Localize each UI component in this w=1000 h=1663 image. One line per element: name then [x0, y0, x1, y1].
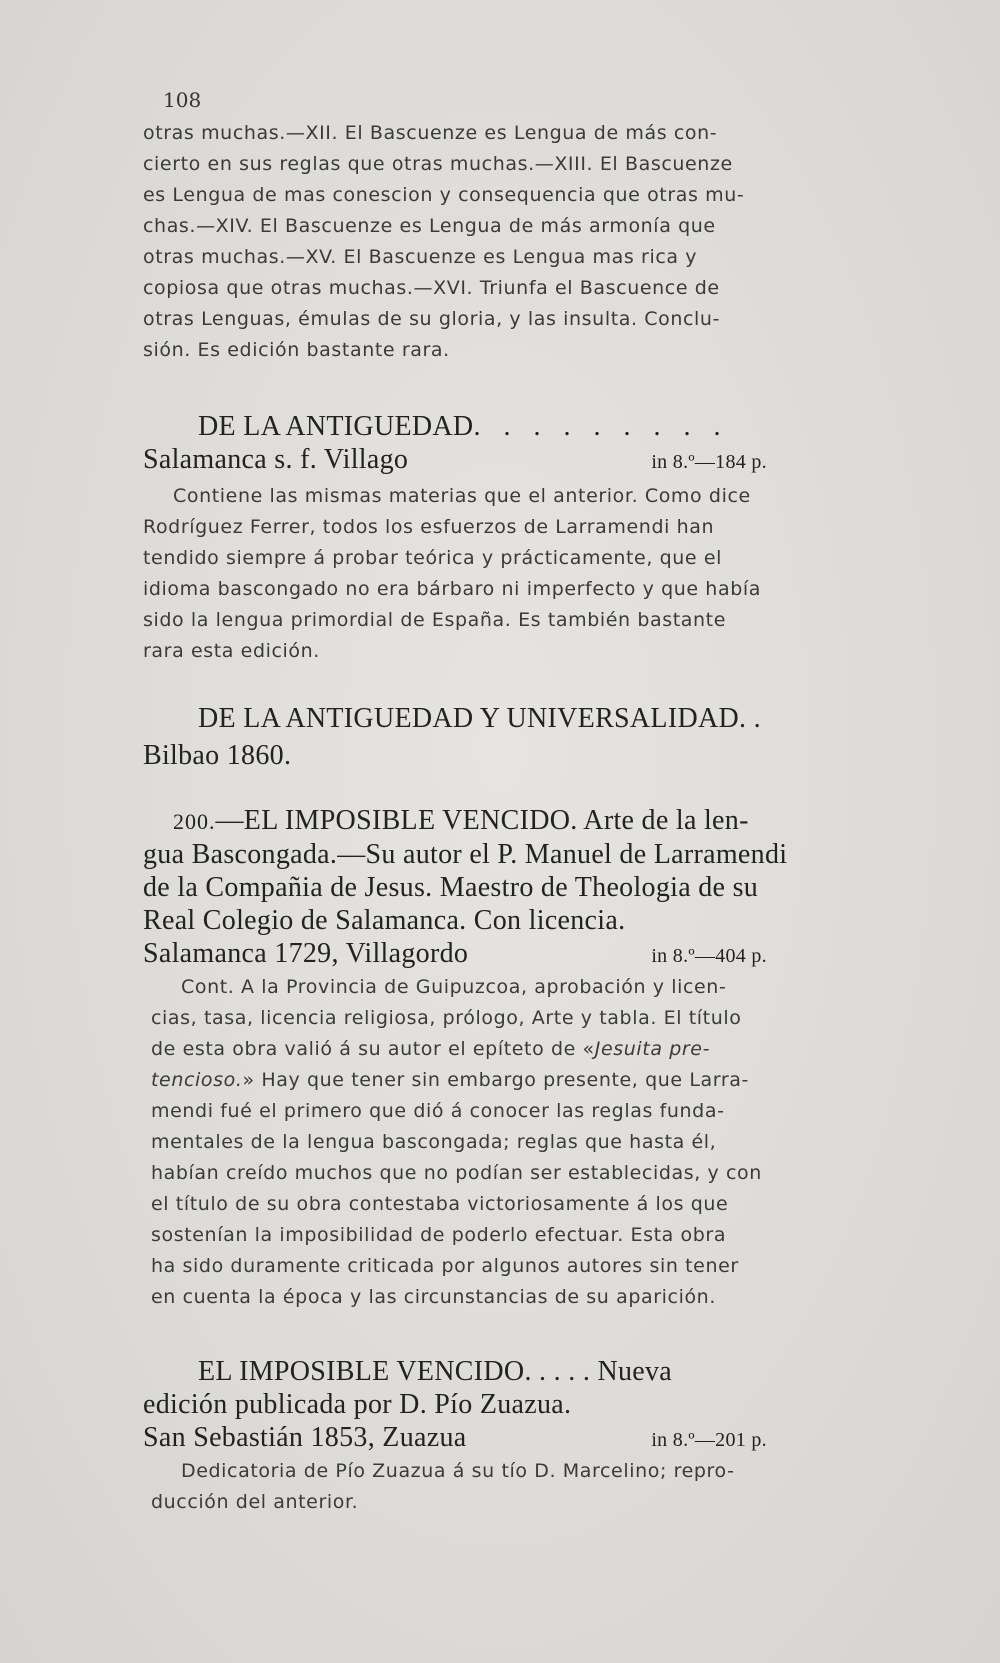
entry-number: 200.	[173, 809, 216, 834]
text-line: cias, tasa, licencia religiosa, prólogo, Arte y tabla. El título	[151, 1007, 742, 1029]
entry-title: DE LA ANTIGUEDAD Y UNIVERSALIDAD. .	[198, 703, 761, 734]
entry-universalidad	[143, 702, 837, 772]
text-line: chas.—XIV. El Bascuenze es Lengua de más armonía que	[143, 215, 716, 237]
text-line: tendido siempre á probar teórica y prácticamente, que el	[143, 547, 723, 569]
text-line: sido la lengua primordial de España. Es también bastante	[143, 609, 727, 631]
text-line: ducción del anterior.	[151, 1491, 359, 1513]
text-line: otras Lenguas, émulas de su gloria, y las insulta. Conclu-	[143, 308, 721, 330]
imprint-text: Salamanca 1729, Villagordo	[143, 938, 469, 969]
imprint-text: San Sebastián 1853, Zuazua	[143, 1422, 467, 1453]
text-line: Contiene las mismas materias que el anterior. Como dice	[173, 485, 751, 507]
format-text: in 8.º—201 p.	[651, 1429, 767, 1451]
text-line: el título de su obra contestaba victoriosamente á los que	[151, 1193, 729, 1215]
entry-title-text: DE LA ANTIGUEDAD	[198, 411, 474, 442]
format-text: in 8.º—184 p.	[651, 451, 767, 473]
entry-200	[143, 804, 837, 1313]
entry-imprint: Bilbao 1860.	[143, 740, 292, 771]
entry-heading-line: gua Bascongada.—Su autor el P. Manuel de Larramendi	[143, 839, 788, 870]
entry-heading-line	[143, 804, 837, 838]
entry-antiguedad	[143, 410, 837, 667]
text-line: ha sido duramente criticada por algunos autores sin tener	[151, 1255, 739, 1277]
text-line: mendi fué el primero que dió á conocer las reglas funda-	[151, 1100, 725, 1122]
entry-heading-line: Real Colegio de Salamanca. Con licencia.	[143, 905, 626, 936]
text-segment: de esta obra valió á su autor el epíteto de «	[151, 1038, 595, 1060]
text-segment: » Hay que tener sin embargo presente, que Larra-	[242, 1069, 749, 1091]
intro-paragraph	[143, 118, 837, 366]
entry-heading-text: —EL IMPOSIBLE VENCIDO. Arte de la len-	[215, 805, 749, 836]
entry-heading-line: edición publicada por D. Pío Zuazua.	[143, 1389, 572, 1420]
entry-title: EL IMPOSIBLE VENCIDO. . . . . Nueva	[198, 1356, 673, 1387]
entry-imprint	[143, 937, 837, 970]
format-text: in 8.º—404 p.	[651, 945, 767, 967]
text-line: habían creído muchos que no podían ser establecidas, y con	[151, 1162, 762, 1184]
text-line: otras muchas.—XII. El Bascuenze es Lengua de más con-	[143, 122, 718, 144]
italic-phrase: tencioso.	[151, 1069, 243, 1091]
text-line	[151, 1065, 837, 1096]
text-line: rara esta edición.	[143, 640, 320, 662]
text-line: Rodríguez Ferrer, todos los esfuerzos de Larramendi han	[143, 516, 715, 538]
text-line: otras muchas.—XV. El Bascuenze es Lengua mas rica y	[143, 246, 698, 268]
text-line: sostenían la imposibilidad de poderlo efectuar. Esta obra	[151, 1224, 727, 1246]
text-line: cierto en sus reglas que otras muchas.—XIII. El Bascuenze	[143, 153, 733, 175]
text-line: sión. Es edición bastante rara.	[143, 339, 450, 361]
text-line: Cont. A la Provincia de Guipuzcoa, aprobación y licen-	[181, 976, 727, 998]
text-line: idioma bascongado no era bárbaro ni imperfecto y que había	[143, 578, 761, 600]
entry-imprint	[143, 443, 837, 476]
text-line: Dedicatoria de Pío Zuazua á su tío D. Marcelino; repro-	[181, 1460, 735, 1482]
italic-phrase: Jesuita pre-	[594, 1038, 711, 1060]
text-line: copiosa que otras muchas.—XVI. Triunfa el Bascuence de	[143, 277, 720, 299]
entry-heading-line: de la Compañia de Jesus. Maestro de Theologia de su	[143, 872, 759, 903]
entry-note	[143, 1456, 837, 1518]
entry-title	[143, 410, 837, 443]
imprint-text: Salamanca s. f. Villago	[143, 444, 409, 475]
text-line: mentales de la lengua bascongada; reglas que hasta él,	[151, 1131, 717, 1153]
entry-note	[143, 972, 837, 1313]
entry-note	[143, 481, 837, 667]
text-line: en cuenta la época y las circunstancias de su aparición.	[151, 1286, 716, 1308]
text-line	[151, 1034, 837, 1065]
entry-imprint	[143, 1421, 837, 1454]
leader-dots: . . . . . . . . .	[473, 411, 729, 442]
entry-nueva-edicion	[143, 1355, 837, 1518]
text-line: es Lengua de mas conescion y consequencia que otras mu-	[143, 184, 745, 206]
page-number: 108	[163, 88, 202, 112]
